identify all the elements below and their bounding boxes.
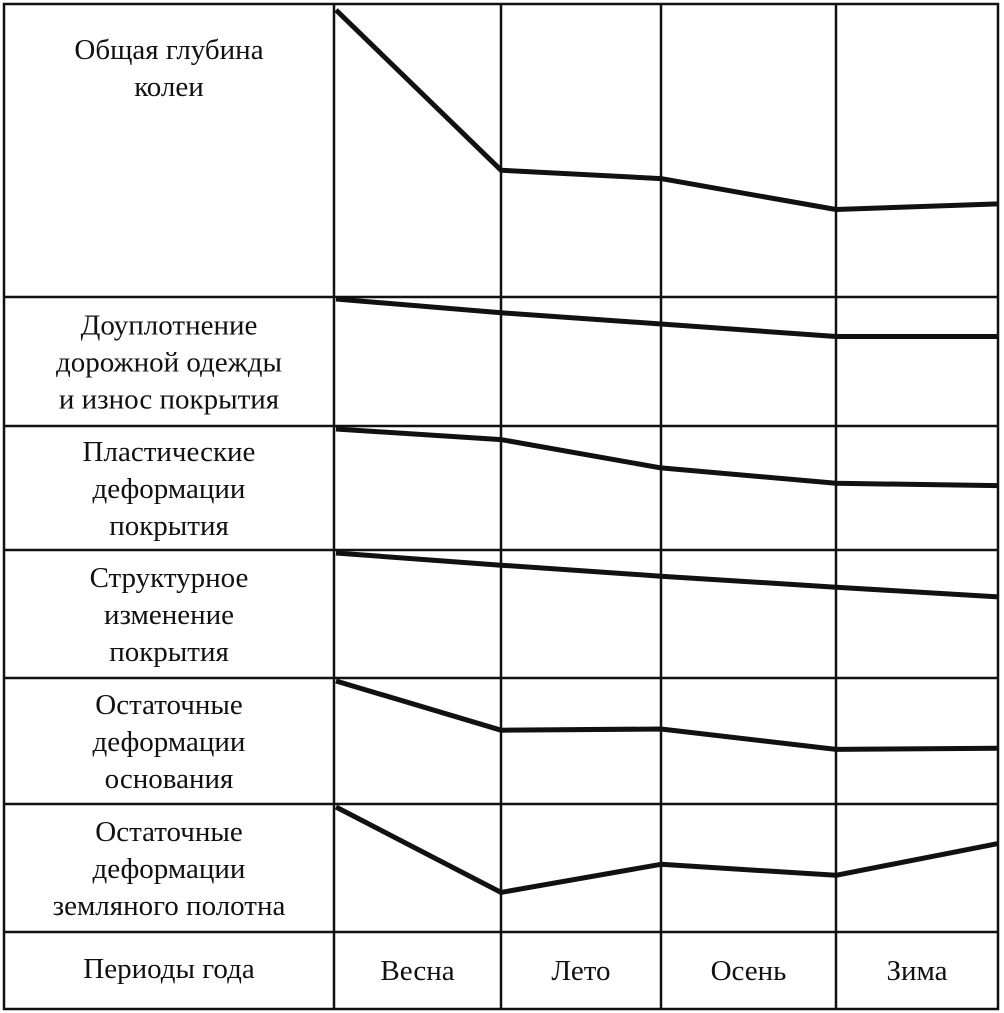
- row-label-line: дорожной одежды: [56, 346, 282, 379]
- row-label-line: земляного полотна: [52, 890, 286, 922]
- row-label-line: покрытия: [109, 636, 229, 668]
- x-tick-label: Осень: [710, 955, 787, 987]
- series-line: [336, 681, 998, 749]
- series-line: [336, 299, 998, 337]
- row-label-line: Доуплотнение: [80, 309, 258, 342]
- row-label: [90, 562, 249, 668]
- row-label-line: деформации: [92, 473, 246, 505]
- series-line: [336, 553, 998, 597]
- row-label-line: деформации: [92, 853, 246, 885]
- x-axis-title: Периоды года: [83, 953, 255, 985]
- row-label-line: и износ покрытия: [58, 383, 280, 416]
- row-label-line: покрытия: [109, 510, 229, 542]
- series-line: [336, 807, 998, 892]
- row-label-line: основания: [104, 763, 234, 795]
- row-label-line: Общая глубина: [74, 34, 264, 66]
- x-tick-label: Весна: [380, 955, 455, 987]
- series-lines: [336, 10, 998, 892]
- x-tick-label: Зима: [886, 955, 948, 987]
- series-line: [336, 10, 998, 210]
- row-label-line: деформации: [92, 726, 246, 758]
- row-label-line: Остаточные: [95, 689, 243, 721]
- row-label-line: Структурное: [89, 562, 249, 594]
- row-label: [53, 816, 286, 922]
- row-label-line: колеи: [134, 71, 204, 103]
- row-labels: [53, 34, 286, 922]
- row-label-line: Пластические: [82, 436, 256, 468]
- row-label-line: изменение: [103, 599, 235, 631]
- row-label-line: Остаточные: [95, 816, 243, 848]
- row-label: [83, 436, 256, 542]
- series-line: [336, 429, 998, 486]
- row-label: [56, 310, 282, 416]
- x-tick-label: Лето: [551, 955, 611, 987]
- row-label: [93, 689, 246, 795]
- x-axis-row: [83, 953, 947, 987]
- row-label: [74, 34, 263, 103]
